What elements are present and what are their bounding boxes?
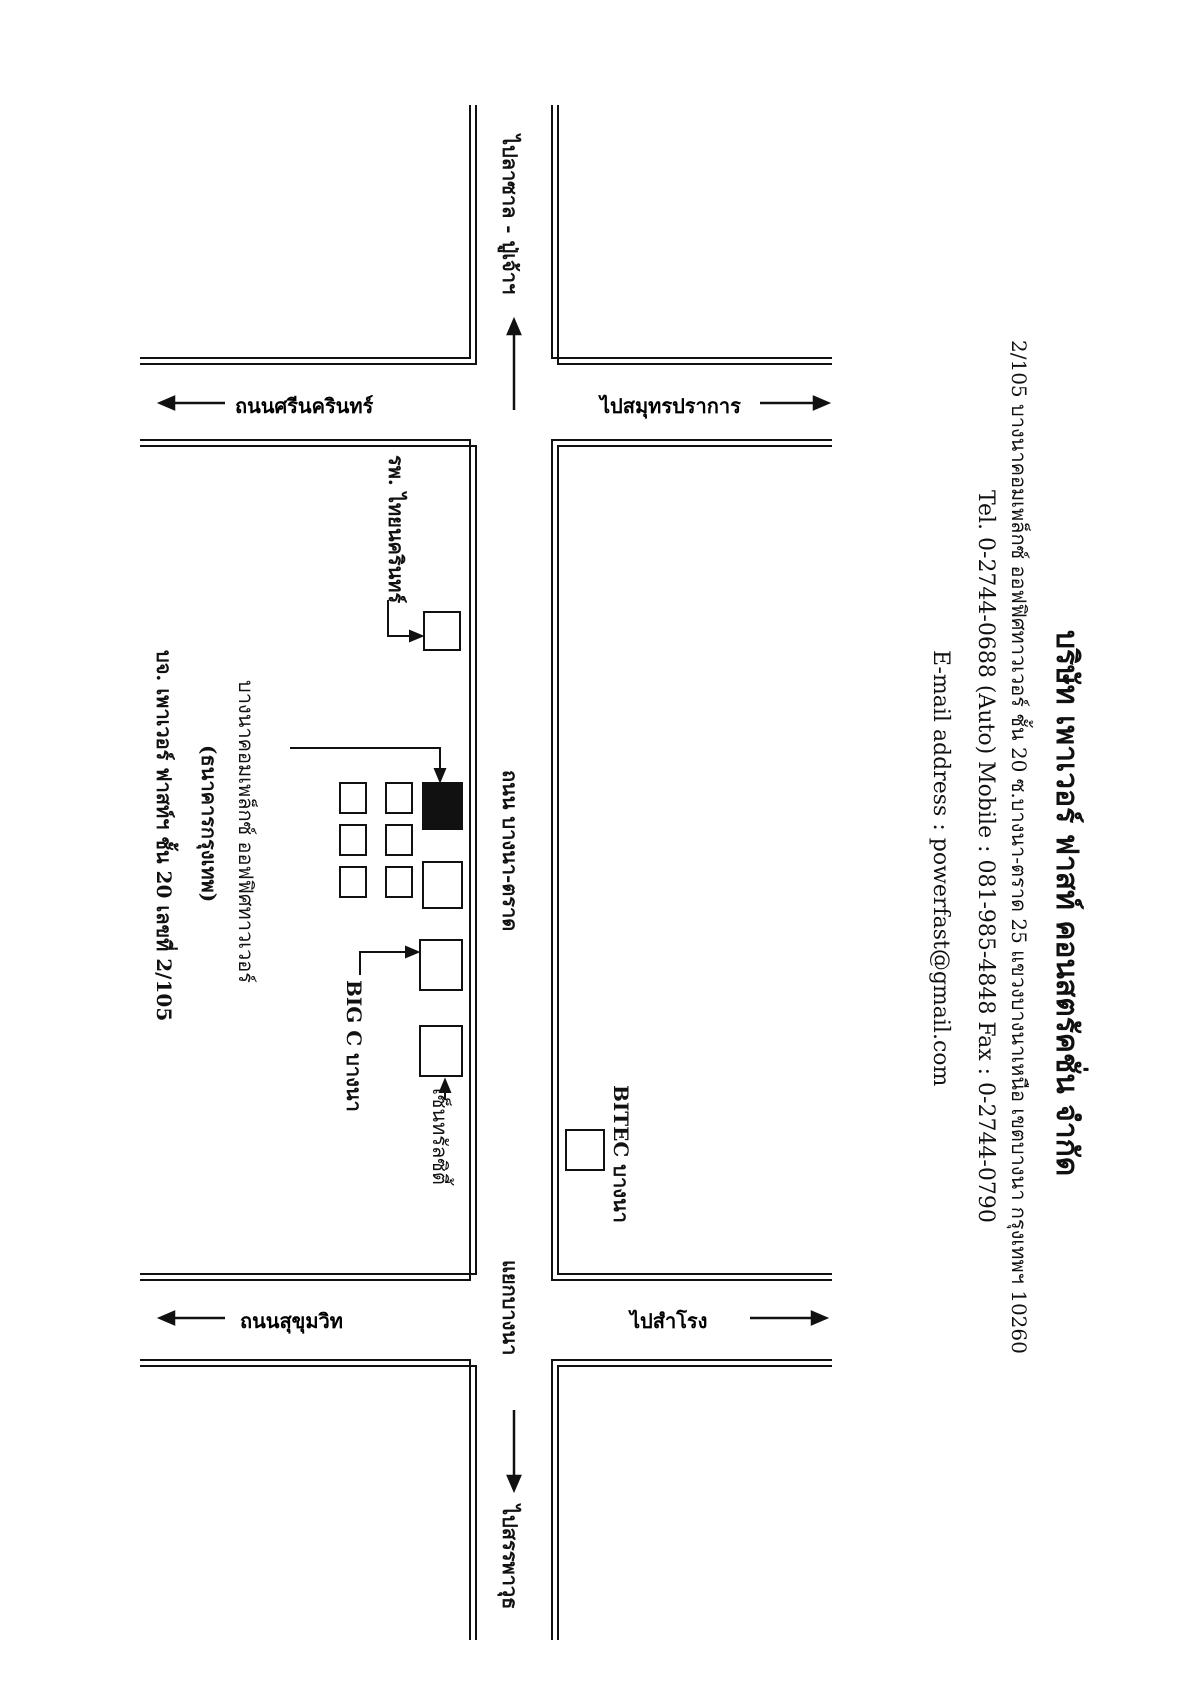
email-line: E-mail address : powerfast@gmail.com — [928, 650, 953, 1087]
central-city-label: เซ็นทรัลซิตี้ — [428, 1088, 452, 1185]
road-edge — [558, 1366, 832, 1640]
hospital-label: รพ. ไทยนครินทร์ — [384, 455, 408, 604]
bitec-label: BITEC บางนา — [609, 1085, 633, 1223]
arrow-head — [160, 397, 174, 409]
arrow-head — [435, 769, 445, 781]
office-tower-highlight — [423, 783, 462, 829]
hospital-building — [424, 612, 460, 650]
big-c-pointer — [360, 952, 410, 975]
complex-building — [423, 862, 462, 908]
office-location-label: บจ. เพาเวอร์ ฟาสท์ฯ ชั้น 20 เลขที่ 2/105 — [152, 650, 176, 1022]
srinakarin-road-label: ถนนศรีนครินทร์ — [235, 394, 374, 418]
complex-name-label: บางนาคอมเพล็กซ์ ออฟฟิศทาวเวอร์ — [234, 680, 258, 983]
company-address: 2/105 บางนาคอมเพล็กซ์ ออฟฟิศทาวเวอร์ ชั้น 20 ซ.บางนา-ตราด 25 แขวงบางนาเหนือ เขตบางนา กรุงเทพฯ 10260 — [1007, 340, 1031, 1354]
complex-building — [340, 867, 366, 897]
complex-bank-label: (ธนาคารกรุงเทพ) — [197, 745, 221, 903]
top-direction-label: ไปลาซาล - ปู่เจ้าฯ — [498, 135, 522, 295]
road-edge — [140, 1366, 476, 1640]
office-pointer — [290, 748, 440, 773]
big-c-building — [420, 940, 462, 990]
arrow-head — [508, 320, 520, 334]
sukhumvit-road-label: ถนนสุขุมวิท — [240, 1309, 343, 1333]
buildings — [340, 612, 604, 1170]
road-edge — [140, 105, 470, 358]
road-edge — [558, 105, 832, 364]
complex-building — [386, 825, 412, 855]
bitec-building — [566, 1130, 604, 1170]
company-title: บริษัท เพาเวอร์ ฟาสท์ คอนสตรัคชั่น จำกัด — [1049, 630, 1084, 1177]
complex-building — [340, 783, 366, 813]
arrow-head — [410, 631, 422, 641]
arrow-head — [508, 1476, 520, 1490]
complex-building — [386, 867, 412, 897]
samrong-label: ไปสำโรง — [630, 1309, 708, 1333]
central-city-building — [420, 1026, 462, 1076]
big-c-label: BIG C บางนา — [342, 980, 366, 1112]
complex-building — [340, 825, 366, 855]
arrow-head — [160, 1312, 174, 1324]
complex-building — [386, 783, 412, 813]
road-edge — [140, 105, 476, 364]
road-edge — [140, 440, 470, 1280]
bottom-direction-label: ไปสรรพาวุธ — [498, 1505, 522, 1610]
road-edge — [552, 105, 832, 358]
bangna-trad-road-label: ถนน บางนา-ตราด — [498, 770, 522, 932]
arrow-head — [812, 1312, 826, 1324]
road-edge — [140, 1360, 470, 1640]
samut-prakan-label: ไปสมุทรปราการ — [600, 394, 741, 418]
arrow-head — [814, 397, 828, 409]
road-edge — [552, 1360, 832, 1640]
arrow-head — [406, 947, 418, 957]
bangna-junction-label: แยกบางนา — [498, 1260, 522, 1356]
phone-line: Tel. 0-2744-0688 (Auto) Mobile : 081-985-4848 Fax : 0-2744-0790 — [973, 490, 998, 1223]
